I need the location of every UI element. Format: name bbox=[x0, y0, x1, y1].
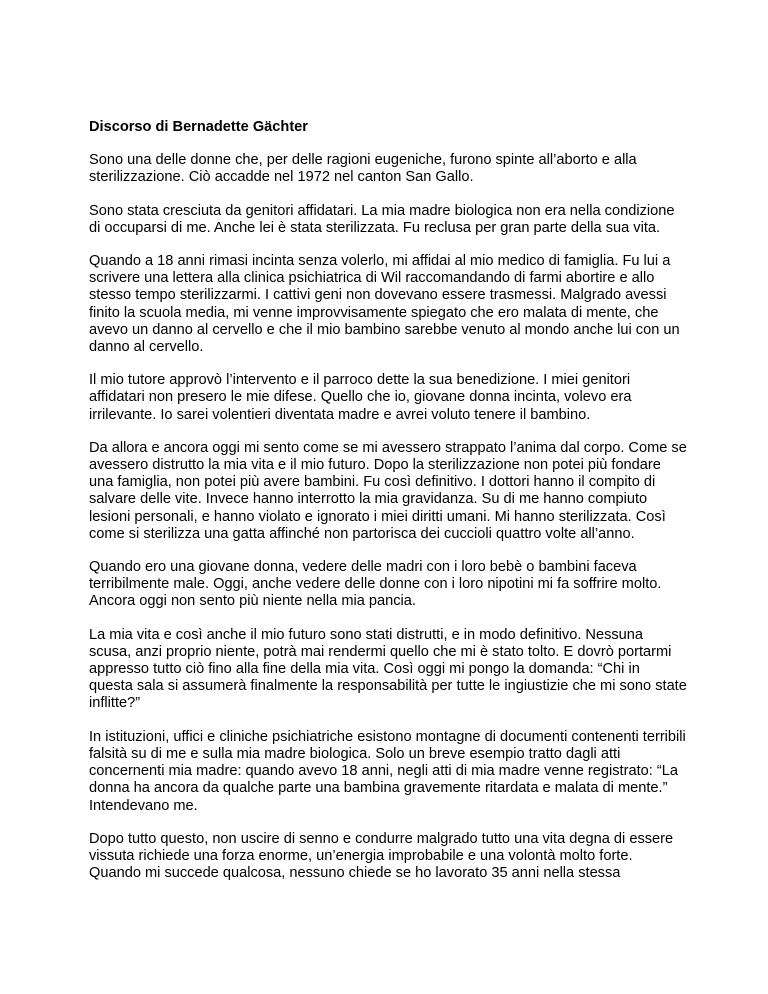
document-page bbox=[89, 119, 687, 898]
paragraph-5: Da allora e ancora oggi mi sento come se mi avessero strappato l’anima dal corpo. Come se avessero distrutto la mia vita e il mio futuro. Dopo la sterilizzazione non potei più fondare una famiglia, non potei più avere bambini. Fu così definitivo. I dottori hanno il compito di salvare delle vite. Invece hanno interrotto la mia gravidanza. Su di me hanno compiuto lesioni personali, e hanno violato e ignorato i miei diritti umani. Mi hanno sterilizzata. Così come si sterilizza una gatta affinché non partorisca dei cuccioli quattro volte all’anno. bbox=[89, 439, 687, 542]
paragraph-8: In istituzioni, uffici e cliniche psichiatriche esistono montagne di documenti contenenti terribili falsità su di me e sulla mia madre biologica. Solo un breve esempio tratto dagli atti concernenti mia madre: quando avevo 18 anni, negli atti di mia madre venne registrato: “La donna ha ancora da qualche parte una bambina gravemente ritardata e malata di mente.” Intendevano me. bbox=[89, 728, 686, 814]
paragraph-2: Sono stata cresciuta da genitori affidatari. La mia madre biologica non era nella condizione di occuparsi di me. Anche lei è stata sterilizzata. Fu reclusa per gran parte della sua vita. bbox=[89, 202, 675, 236]
paragraph-4: Il mio tutore approvò l’intervento e il parroco dette la sua benedizione. I miei genitori affidatari non presero le mie difese. Quello che io, giovane donna incinta, volevo era irrilevante. Io sarei volentieri diventata madre e avrei voluto tenere il bambino. bbox=[89, 372, 632, 423]
document-title: Discorso di Bernadette Gächter bbox=[89, 119, 308, 135]
paragraph-3: Quando a 18 anni rimasi incinta senza volerlo, mi affidai al mio medico di famiglia. Fu lui a scrivere una lettera alla clinica psichiatrica di Wil raccomandando di farmi abortire e allo stesso tempo sterilizzarmi. I cattivi geni non dovevano essere trasmessi. Malgrado avessi finito la scuola media, mi venne improvvisamente spiegato che ero malata di mente, che avevo un danno al cervello e che il mio bambino sarebbe venuto al mondo anche lui con un danno al cervello. bbox=[89, 253, 680, 356]
paragraph-6: Quando ero una giovane donna, vedere delle madri con i loro bebè o bambini faceva terribilmente male. Oggi, anche vedere delle donne con i loro nipotini mi fa soffrire molto. Ancora oggi non sento più niente nella mia pancia. bbox=[89, 559, 662, 610]
paragraph-1: Sono una delle donne che, per delle ragioni eugeniche, furono spinte all’aborto e alla sterilizzazione. Ciò accadde nel 1972 nel canton San Gallo. bbox=[89, 152, 637, 186]
paragraph-7: La mia vita e così anche il mio futuro sono stati distrutti, e in modo definitivo. Nessuna scusa, anzi proprio niente, potrà mai rendermi quello che mi è stato tolto. E dovrò portarmi appresso tutto ciò fino alla fine della mia vita. Così oggi mi pongo la domanda: “Chi in questa sala si assumerà finalmente la responsabilità per tutte le ingiustizie che mi sono state inflitte?” bbox=[89, 626, 687, 712]
paragraph-9: Dopo tutto questo, non uscire di senno e condurre malgrado tutto una vita degna di essere vissuta richiede una forza enorme, un’energia improbabile e una volontà molto forte. Quando mi succede qualcosa, nessuno chiede se ho lavorato 35 anni nella stessa bbox=[89, 830, 674, 882]
